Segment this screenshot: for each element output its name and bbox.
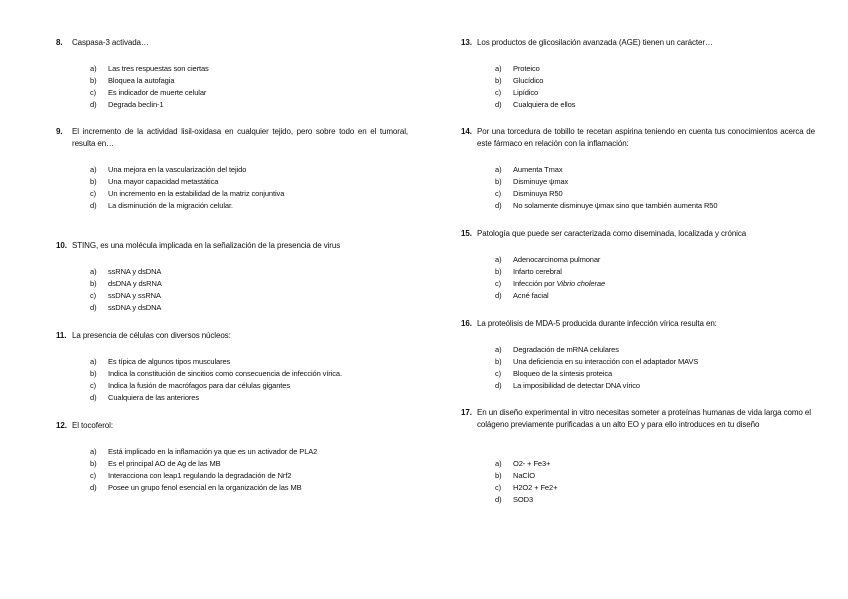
question-stem bbox=[461, 126, 815, 150]
option-letter: b) bbox=[495, 357, 502, 366]
question-number: 10. bbox=[56, 241, 67, 250]
option-list bbox=[90, 266, 408, 314]
option-text: Acné facial bbox=[513, 291, 549, 300]
option-list bbox=[495, 458, 815, 506]
option-list bbox=[495, 344, 815, 392]
question-text: Patología que puede ser caracterizada como diseminada, localizada y crónica bbox=[477, 229, 747, 238]
option-list bbox=[495, 254, 815, 302]
option-text: NaClO bbox=[513, 471, 536, 480]
option-text: Cualquiera de ellos bbox=[513, 100, 576, 109]
option-list bbox=[90, 356, 408, 404]
question-number: 13. bbox=[461, 38, 472, 47]
question-stem bbox=[461, 37, 815, 49]
option-letter: c) bbox=[90, 189, 97, 198]
option-a[interactable] bbox=[495, 458, 815, 470]
option-c[interactable] bbox=[495, 368, 815, 380]
option-text: Interacciona con leap1 regulando la degradación de Nrf2 bbox=[108, 471, 292, 480]
option-b[interactable] bbox=[495, 356, 815, 368]
option-a[interactable] bbox=[495, 164, 815, 176]
option-list bbox=[495, 63, 815, 111]
option-letter: c) bbox=[495, 88, 502, 97]
option-text: Proteico bbox=[513, 64, 540, 73]
option-text: No solamente disminuye ψmax sino que también aumenta R50 bbox=[513, 201, 718, 210]
option-text: Está implicado en la inflamación ya que es un activador de PLA2 bbox=[108, 447, 318, 456]
question-12 bbox=[56, 420, 408, 492]
option-letter: b) bbox=[90, 459, 97, 468]
question-13 bbox=[461, 37, 815, 109]
option-letter: a) bbox=[495, 459, 502, 468]
option-text: La disminución de la migración celular. bbox=[108, 201, 233, 210]
option-letter: c) bbox=[90, 291, 97, 300]
option-letter: a) bbox=[495, 345, 502, 354]
option-letter: d) bbox=[90, 303, 97, 312]
question-text: En un diseño experimental in vitro necesitas someter a proteínas humanas de vida larga como el colágeno previamente purificadas a un alto EO y para ello introduces en tu diseño bbox=[477, 408, 811, 429]
option-text: Disminuye ψmax bbox=[513, 177, 569, 186]
option-text: Indica la fusión de macrófagos para dar células gigantes bbox=[108, 381, 291, 390]
option-letter: b) bbox=[495, 471, 502, 480]
option-c[interactable] bbox=[90, 290, 408, 302]
question-8 bbox=[56, 37, 408, 109]
question-stem bbox=[461, 407, 815, 431]
option-letter: c) bbox=[495, 483, 502, 492]
option-b[interactable] bbox=[90, 368, 408, 380]
option-text: Indica la constitución de sincitios como consecuencia de infección vírica. bbox=[108, 369, 342, 378]
option-d[interactable] bbox=[495, 380, 815, 392]
option-text: H2O2 + Fe2+ bbox=[513, 483, 558, 492]
option-a[interactable] bbox=[495, 63, 815, 75]
option-text: Es indicador de muerte celular bbox=[108, 88, 207, 97]
question-17 bbox=[461, 407, 815, 504]
option-text: SOD3 bbox=[513, 495, 534, 504]
option-letter: c) bbox=[495, 189, 502, 198]
question-11 bbox=[56, 330, 408, 402]
option-letter: a) bbox=[90, 267, 97, 276]
question-text: La presencia de células con diversos núcleos: bbox=[72, 331, 231, 340]
option-d[interactable] bbox=[90, 482, 408, 494]
option-text: Una deficiencia en su interacción con el adaptador MAVS bbox=[513, 357, 699, 366]
question-text: Por una torcedura de tobillo te recetan aspirina teniendo en cuenta tus conocimientos acerca de este fármaco en relación con la inflamación: bbox=[477, 127, 815, 148]
option-letter: b) bbox=[495, 177, 502, 186]
option-b[interactable] bbox=[90, 458, 408, 470]
option-letter: d) bbox=[495, 291, 502, 300]
option-b[interactable] bbox=[90, 278, 408, 290]
option-a[interactable] bbox=[90, 164, 408, 176]
option-c[interactable] bbox=[495, 87, 815, 99]
option-d[interactable] bbox=[495, 494, 815, 506]
option-b[interactable] bbox=[495, 266, 815, 278]
option-d[interactable] bbox=[90, 302, 408, 314]
option-letter: a) bbox=[90, 447, 97, 456]
option-text: Bloqueo de la síntesis proteica bbox=[513, 369, 613, 378]
option-d[interactable] bbox=[495, 99, 815, 111]
option-text: Degrada beclin-1 bbox=[108, 100, 164, 109]
option-c[interactable] bbox=[90, 470, 408, 482]
question-text: El tocoferol: bbox=[72, 421, 113, 430]
option-letter: d) bbox=[495, 100, 502, 109]
option-text: Aumenta Tmax bbox=[513, 165, 563, 174]
option-text: Adenocarcinoma pulmonar bbox=[513, 255, 601, 264]
option-text: Lipídico bbox=[513, 88, 539, 97]
question-16 bbox=[461, 318, 815, 390]
option-text: Las tres respuestas son ciertas bbox=[108, 64, 209, 73]
question-number: 14. bbox=[461, 127, 472, 136]
option-text: dsDNA y dsRNA bbox=[108, 279, 162, 288]
option-d[interactable] bbox=[90, 392, 408, 404]
option-list bbox=[90, 63, 408, 111]
option-letter: a) bbox=[90, 357, 97, 366]
option-text: Degradación de mRNA celulares bbox=[513, 345, 619, 354]
option-b[interactable] bbox=[495, 75, 815, 87]
option-letter: d) bbox=[90, 483, 97, 492]
option-letter: c) bbox=[90, 88, 97, 97]
option-text: Infarto cerebral bbox=[513, 267, 562, 276]
question-stem bbox=[56, 240, 408, 252]
option-text: Es típica de algunos tipos musculares bbox=[108, 357, 231, 366]
option-b[interactable] bbox=[90, 176, 408, 188]
option-a[interactable] bbox=[90, 356, 408, 368]
option-letter: b) bbox=[495, 76, 502, 85]
option-b[interactable] bbox=[90, 75, 408, 87]
question-stem bbox=[461, 318, 815, 330]
option-list bbox=[90, 164, 408, 212]
option-a[interactable] bbox=[495, 344, 815, 356]
option-letter: a) bbox=[90, 64, 97, 73]
option-d[interactable] bbox=[495, 290, 815, 302]
question-stem bbox=[461, 228, 815, 240]
option-letter: c) bbox=[495, 279, 502, 288]
option-letter: d) bbox=[495, 201, 502, 210]
option-text-plain: Infección por bbox=[513, 279, 557, 288]
option-b[interactable] bbox=[495, 176, 815, 188]
option-text: ssRNA y dsDNA bbox=[108, 267, 162, 276]
option-text: La imposibilidad de detectar DNA vírico bbox=[513, 381, 640, 390]
option-c[interactable] bbox=[495, 278, 815, 290]
question-number: 12. bbox=[56, 421, 67, 430]
question-9 bbox=[56, 126, 408, 210]
option-letter: a) bbox=[495, 255, 502, 264]
option-letter: a) bbox=[90, 165, 97, 174]
option-d[interactable] bbox=[90, 200, 408, 212]
question-number: 11. bbox=[56, 331, 67, 340]
option-letter: c) bbox=[90, 471, 97, 480]
option-letter: a) bbox=[495, 64, 502, 73]
question-stem bbox=[56, 37, 408, 49]
option-text: Posee un grupo fenol esencial en la organización de las MB bbox=[108, 483, 302, 492]
option-letter: b) bbox=[90, 76, 97, 85]
option-text: Una mejora en la vascularización del tejido bbox=[108, 165, 247, 174]
species-name: Vibrio cholerae bbox=[556, 279, 606, 288]
option-c[interactable] bbox=[495, 188, 815, 200]
question-text: La proteólisis de MDA-5 producida durante infección vírica resulta en: bbox=[477, 319, 717, 328]
question-number: 17. bbox=[461, 408, 472, 417]
option-d[interactable] bbox=[495, 200, 815, 212]
option-letter: d) bbox=[90, 393, 97, 402]
option-text: ssDNA y dsDNA bbox=[108, 303, 162, 312]
option-list bbox=[495, 164, 815, 212]
option-letter: b) bbox=[90, 279, 97, 288]
option-letter: b) bbox=[90, 177, 97, 186]
question-text: El incremento de la actividad lisil-oxidasa en cualquier tejido, pero sobre todo en el tumoral, resulta en… bbox=[72, 127, 408, 148]
question-15 bbox=[461, 228, 815, 300]
option-letter: c) bbox=[495, 369, 502, 378]
option-text bbox=[513, 278, 815, 290]
option-a[interactable] bbox=[90, 446, 408, 458]
question-number: 9. bbox=[56, 127, 63, 136]
question-text: Los productos de glicosilación avanzada (AGE) tienen un carácter… bbox=[477, 38, 713, 47]
option-text: Cualquiera de las anteriores bbox=[108, 393, 200, 402]
option-a[interactable] bbox=[90, 266, 408, 278]
question-number: 16. bbox=[461, 319, 472, 328]
option-d[interactable] bbox=[90, 99, 408, 111]
option-text: O2- + Fe3+ bbox=[513, 459, 551, 468]
option-a[interactable] bbox=[90, 63, 408, 75]
option-text: Un incremento en la estabilidad de la matriz conjuntiva bbox=[108, 189, 285, 198]
question-text: Caspasa-3 activada… bbox=[72, 38, 149, 47]
option-c[interactable] bbox=[90, 87, 408, 99]
option-text: Bloquea la autofagia bbox=[108, 76, 175, 85]
option-letter: b) bbox=[495, 267, 502, 276]
option-letter: a) bbox=[495, 165, 502, 174]
option-text: ssDNA y ssRNA bbox=[108, 291, 161, 300]
option-c[interactable] bbox=[90, 188, 408, 200]
option-letter: d) bbox=[90, 100, 97, 109]
option-letter: d) bbox=[90, 201, 97, 210]
option-text: Es el principal AO de Ag de las MB bbox=[108, 459, 221, 468]
option-text: Disminuya R50 bbox=[513, 189, 563, 198]
question-number: 8. bbox=[56, 38, 63, 47]
option-text: Una mayor capacidad metastática bbox=[108, 177, 219, 186]
question-stem bbox=[56, 126, 408, 150]
option-c[interactable] bbox=[90, 380, 408, 392]
question-stem bbox=[56, 330, 408, 342]
question-14 bbox=[461, 126, 815, 210]
question-text: STING, es una molécula implicada en la señalización de la presencia de virus bbox=[72, 241, 341, 250]
option-a[interactable] bbox=[495, 254, 815, 266]
question-10 bbox=[56, 240, 408, 312]
question-number: 15. bbox=[461, 229, 472, 238]
option-c[interactable] bbox=[495, 482, 815, 494]
option-text: Glucídico bbox=[513, 76, 544, 85]
question-stem bbox=[56, 420, 408, 432]
option-letter: b) bbox=[90, 369, 97, 378]
option-letter: d) bbox=[495, 495, 502, 504]
option-list bbox=[90, 446, 408, 494]
option-letter: d) bbox=[495, 381, 502, 390]
option-b[interactable] bbox=[495, 470, 815, 482]
option-letter: c) bbox=[90, 381, 97, 390]
